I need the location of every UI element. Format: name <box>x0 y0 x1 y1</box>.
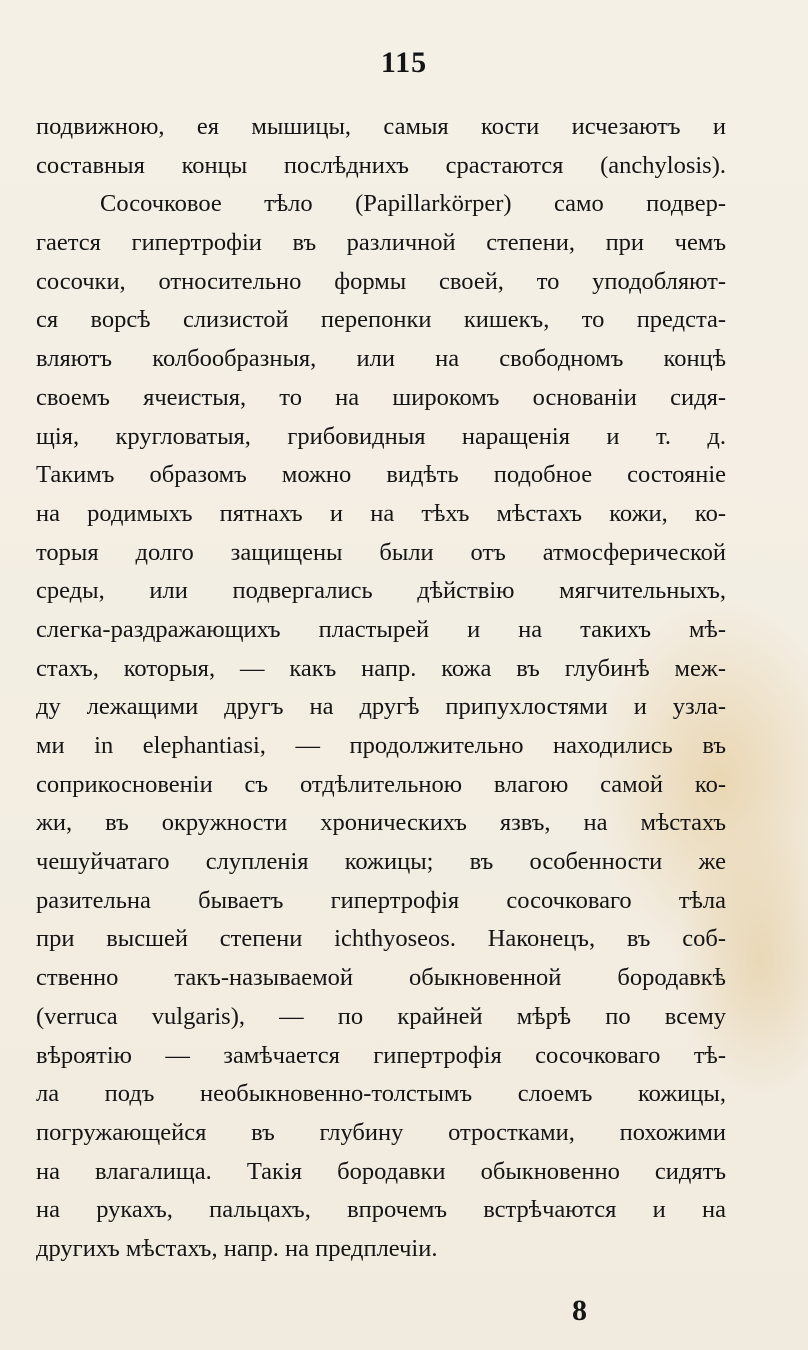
text-line: стахъ, которыя, — какъ напр. кожа въ глубинѣ меж- <box>36 654 726 682</box>
text-line: ся ворсѣ слизистой перепонки кишекъ, то предста- <box>36 306 726 334</box>
text-line: на влагалища. Такія бородавки обыкновенно сидятъ <box>36 1157 726 1185</box>
text-line: Сосочковое тѣло (Papillarkörper) само подвер- <box>100 190 726 218</box>
text-line: на рукахъ, пальцахъ, впрочемъ встрѣчаются и на <box>36 1196 726 1224</box>
text-line: среды, или подвергались дѣйствію мягчительныхъ, <box>36 577 726 605</box>
text-line: щія, кругловатыя, грибовидныя наращенія и т. д. <box>36 422 726 450</box>
text-line: жи, въ окружности хроническихъ язвъ, на мѣстахъ <box>36 809 726 837</box>
text-line: на родимыхъ пятнахъ и на тѣхъ мѣстахъ кожи, ко- <box>36 499 726 527</box>
text-line: своемъ ячеистыя, то на широкомъ основаніи сидя- <box>36 383 726 411</box>
text-line: сосочки, относительно формы своей, то уподобляют- <box>36 267 726 295</box>
text-line: Такимъ образомъ можно видѣть подобное состояніе <box>36 461 726 489</box>
text-line: подвижною, ея мышицы, самыя кости исчезаютъ и <box>36 113 726 140</box>
text-line: вляютъ колбообразныя, или на свободномъ концѣ <box>36 345 726 373</box>
text-line: ми in elephantiasi, — продолжительно находились въ <box>36 732 726 759</box>
text-line: другихъ мѣстахъ, напр. на предплечіи. <box>36 1234 438 1262</box>
text-line: слегка-раздражающихъ пластырей и на такихъ мѣ- <box>36 615 726 643</box>
text-line: чешуйчатаго слупленія кожицы; въ особенности же <box>36 848 726 876</box>
text-line: торыя долго защищены были отъ атмосферической <box>36 538 726 566</box>
text-line: (verruca vulgaris), — по крайней мѣрѣ по всему <box>36 1002 726 1030</box>
text-line: гается гипертрофіи въ различной степени, при чемъ <box>36 229 726 257</box>
text-line: ду лежащими другъ на другѣ припухлостями и узла- <box>36 693 726 721</box>
page-number: 115 <box>380 46 428 79</box>
text-line: при высшей степени ichthyoseos. Наконецъ, въ соб- <box>36 925 726 953</box>
signature-mark: 8 <box>572 1294 587 1327</box>
text-line: разительна бываетъ гипертрофія сосочковаго тѣла <box>36 886 726 914</box>
text-line: погружающейся въ глубину отростками, похожими <box>36 1118 726 1146</box>
body-text <box>36 108 726 1269</box>
text-line: соприкосновеніи съ отдѣлительною влагою самой ко- <box>36 770 726 798</box>
text-line: вѣроятію — замѣчается гипертрофія сосочковаго тѣ- <box>36 1041 726 1069</box>
text-line: ла подъ необыкновенно-толстымъ слоемъ кожицы, <box>36 1080 726 1108</box>
text-line: составныя концы послѣднихъ срастаются (anchylosis). <box>36 151 726 179</box>
text-line: ственно такъ-называемой обыкновенной бородавкѣ <box>36 964 726 992</box>
